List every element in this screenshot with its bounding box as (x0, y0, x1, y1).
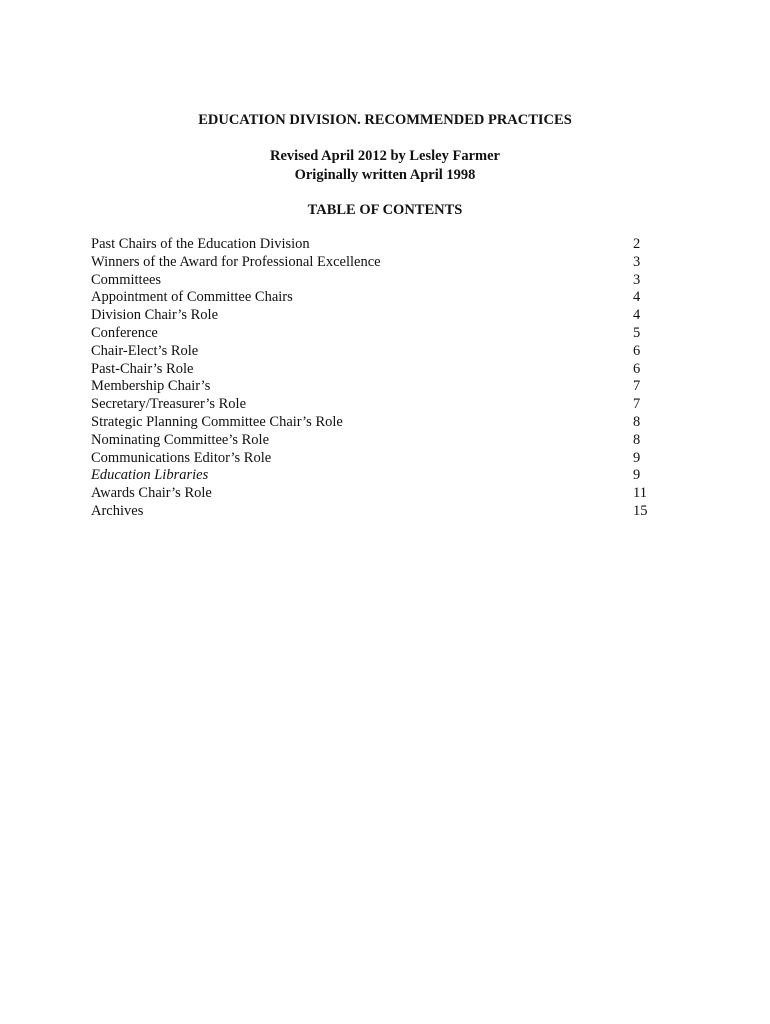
toc-row (91, 254, 651, 272)
toc-entry-label: Archives (91, 502, 144, 519)
toc-row (91, 467, 651, 485)
toc-page-number: 4 (633, 307, 641, 324)
toc-page-number: 9 (633, 467, 641, 484)
toc-page-number: 15 (633, 502, 648, 519)
toc-page-number: 3 (633, 271, 641, 288)
toc-entry-label: Appointment of Committee Chairs (91, 289, 293, 306)
toc-entry-label: Past-Chair’s Role (91, 360, 194, 377)
toc-row (91, 325, 651, 343)
toc-row (91, 432, 651, 450)
toc-entry-label: Secretary/Treasurer’s Role (91, 396, 247, 413)
toc-page-number: 8 (633, 413, 641, 430)
toc-row (91, 396, 651, 414)
toc-entry-label: Division Chair’s Role (91, 307, 219, 324)
toc-page-number: 6 (633, 342, 641, 359)
toc-page-number: 7 (633, 378, 641, 395)
toc-entry-label: Past Chairs of the Education Division (91, 236, 310, 252)
toc-page-number: 6 (633, 360, 641, 377)
toc-entry-label: Education Libraries (91, 467, 209, 484)
toc-page-number: 9 (633, 449, 641, 466)
toc-entry-label: Strategic Planning Committee Chair’s Role (91, 413, 343, 430)
toc-entry-label: Nominating Committee’s Role (91, 431, 270, 448)
toc-entry-label: Conference (91, 324, 158, 341)
toc-page-number: 3 (633, 253, 641, 270)
toc-entry-label: Winners of the Award for Professional Excellence (91, 253, 381, 270)
toc-row (91, 503, 651, 521)
toc-entry-label: Membership Chair’s (91, 378, 211, 395)
toc-row (91, 236, 651, 254)
toc-page-number: 2 (633, 236, 641, 252)
toc-page-number: 4 (633, 289, 641, 306)
toc-row (91, 361, 651, 379)
table-of-contents (91, 236, 651, 521)
toc-row (91, 450, 651, 468)
toc-row (91, 414, 651, 432)
toc-row (91, 378, 651, 396)
toc-row (91, 485, 651, 503)
toc-entry-label: Communications Editor’s Role (91, 449, 272, 466)
toc-entry-label: Awards Chair’s Role (91, 485, 212, 502)
toc-row (91, 272, 651, 290)
toc-entry-label: Committees (91, 271, 162, 288)
toc-page-number: 11 (633, 485, 647, 502)
toc-page-number: 7 (633, 396, 641, 413)
toc-entry-label: Chair-Elect’s Role (91, 342, 199, 359)
toc-row (91, 343, 651, 361)
toc-page-number: 8 (633, 431, 641, 448)
toc-page-number: 5 (633, 324, 641, 341)
toc-row (91, 307, 651, 325)
toc-heading: TABLE OF CONTENTS (307, 202, 463, 218)
toc-row (91, 289, 651, 307)
revised-note: Revised April 2012 by Lesley Farmer (270, 148, 500, 164)
original-note: Originally written April 1998 (294, 167, 476, 183)
document-title: EDUCATION DIVISION. RECOMMENDED PRACTICES (198, 112, 572, 128)
